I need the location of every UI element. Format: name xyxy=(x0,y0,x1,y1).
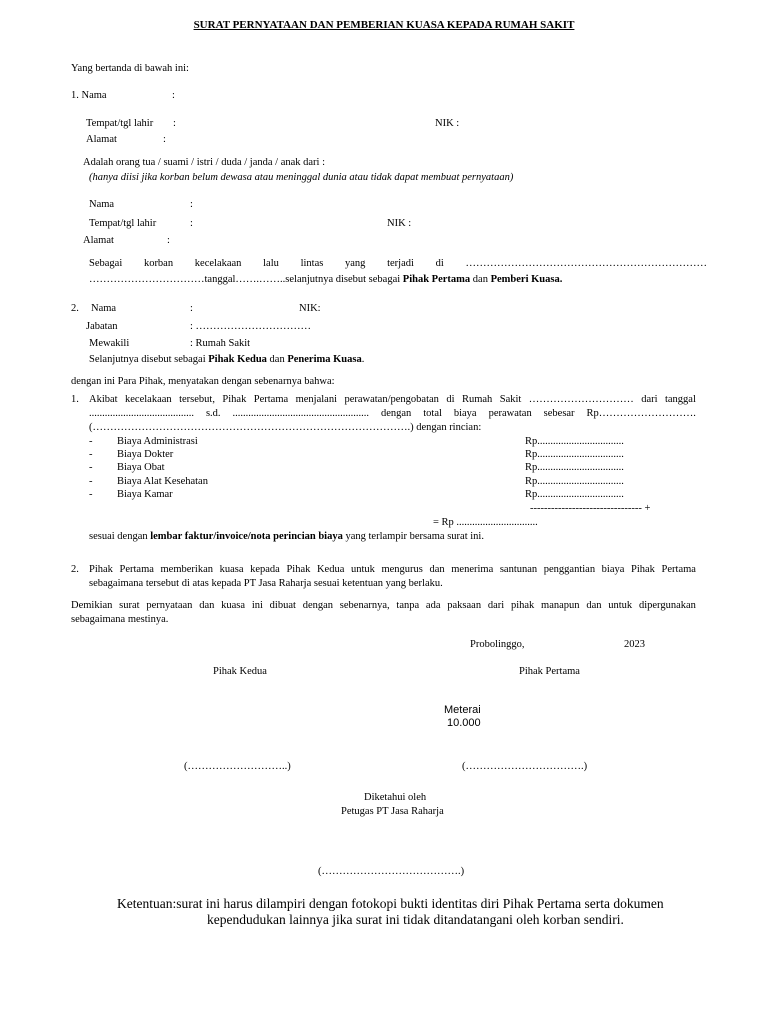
signature-line-bottom: (………………………………….) xyxy=(318,866,465,877)
selanjutnya-text: Selanjutnya disebut sebagai xyxy=(89,354,209,365)
p1-alamat-label: Alamat xyxy=(86,134,117,145)
p2-jabatan-value: : …………………………… xyxy=(190,321,312,332)
p1-ttl-colon: : xyxy=(173,118,176,129)
word: memberikan xyxy=(160,564,213,575)
dan-text: dan xyxy=(266,354,288,365)
cost-rp-dokter: Rp................................. xyxy=(525,449,624,460)
sebagai-text: ……………………………tanggal…….……..selanjutnya disebut sebagai xyxy=(89,274,403,285)
p1-nama-colon: : xyxy=(172,90,175,101)
sesuai-post: yang terlampir bersama surat ini. xyxy=(342,531,484,542)
ketentuan-line2: kependudukan lainnya jika surat ini tidak ditandatangani oleh korban sendiri. xyxy=(207,912,624,927)
word: santunan xyxy=(499,564,538,575)
word: untuk xyxy=(350,564,375,575)
word: Pertama xyxy=(253,394,289,405)
word: tersebut, xyxy=(179,394,215,405)
word: tanggal xyxy=(664,394,696,405)
word: dan xyxy=(199,600,215,611)
word: penggantian xyxy=(543,564,596,575)
word: biaya xyxy=(453,408,477,419)
word: Sebagai xyxy=(89,258,123,269)
word: sebesar xyxy=(543,408,575,419)
p1-alamat2-colon: : xyxy=(167,235,170,246)
word: terjadi xyxy=(387,258,414,269)
p2-mewakili-value: : Rumah Sakit xyxy=(190,338,251,349)
word: kecelakaan xyxy=(194,258,242,269)
word: mengurus xyxy=(381,564,423,575)
p2-jabatan-label: Jabatan xyxy=(86,321,118,332)
word: lintas xyxy=(300,258,324,269)
sum-line: -------------------------------- + xyxy=(530,503,651,514)
word: Demikian xyxy=(71,600,113,611)
word: lalu xyxy=(263,258,279,269)
word: manapun xyxy=(541,600,580,611)
faktur-bold: lembar faktur/invoice/nota perincian biaya xyxy=(150,531,343,542)
p2-nama-colon: : xyxy=(190,303,193,314)
word: Pihak xyxy=(631,564,655,575)
place-text: Probolinggo, xyxy=(470,639,525,650)
word: dengan xyxy=(380,408,412,419)
cost-dash-0: - xyxy=(89,436,93,447)
word: tanpa xyxy=(396,600,420,611)
word: ada xyxy=(425,600,441,611)
word: perawatan xyxy=(488,408,532,419)
s1-line1 xyxy=(89,393,696,406)
p1-alamat2-label: Alamat xyxy=(83,235,114,246)
word: ini xyxy=(251,600,263,611)
petugas-text: Petugas PT Jasa Raharja xyxy=(341,806,444,817)
cost-dash-4: - xyxy=(89,489,93,500)
p1-ttl2-label: Tempat/tgl lahir xyxy=(89,218,157,229)
word: Akibat xyxy=(89,394,118,405)
p1-sebagai-line2 xyxy=(89,273,562,286)
p2-mewakili-label: Mewakili xyxy=(89,338,130,349)
diketahui-text: Diketahui oleh xyxy=(364,792,427,803)
cost-dash-2: - xyxy=(89,462,93,473)
word: sebenarnya, xyxy=(339,600,390,611)
cost-label-kamar: Biaya Kamar xyxy=(117,489,173,500)
p1-nama2-label: Nama xyxy=(89,199,115,210)
word: Pihak xyxy=(222,394,247,405)
s1-line3: (……………………………………………………………………………….) dengan rincian: xyxy=(89,422,482,433)
p1-alamat-colon: : xyxy=(163,134,166,145)
p1-nik2-label: NIK : xyxy=(387,218,412,229)
word: dan xyxy=(586,600,602,611)
s2-num: 2. xyxy=(71,564,79,575)
cost-label-obat: Biaya Obat xyxy=(117,462,165,473)
word: Kedua xyxy=(316,564,345,575)
word: kepada xyxy=(250,564,280,575)
word: di xyxy=(435,258,444,269)
document-title: SURAT PERNYATAAN DAN PEMBERIAN KUASA KEPADA RUMAH SAKIT xyxy=(193,19,575,31)
cost-label-administrasi: Biaya Administrasi xyxy=(117,436,198,447)
word: .................................................... xyxy=(232,408,369,419)
word: dengan xyxy=(302,600,334,611)
word: menjalani xyxy=(295,394,338,405)
s1-num: 1. xyxy=(71,394,79,405)
meterai-value: 10.000 xyxy=(447,717,481,729)
cost-label-dokter: Biaya Dokter xyxy=(117,449,174,460)
p1-sebagai-line1 xyxy=(89,257,707,270)
word: pihak xyxy=(510,600,535,611)
word: Sakit xyxy=(499,394,522,405)
pihak-kedua-bold: Pihak Kedua xyxy=(208,354,267,365)
p1-adalah-text: Adalah orang tua / suami / istri / duda / janda / anak dari : xyxy=(83,157,326,168)
p1-ttl2-colon: : xyxy=(190,218,193,229)
word: biaya xyxy=(601,564,625,575)
word: Rp………………………. xyxy=(586,408,696,419)
cost-dash-3: - xyxy=(89,476,93,487)
ketentuan-line1: Ketentuan:surat ini harus dilampiri dengan fotokopi bukti identitas diri Pihak Pertama serta dokumen xyxy=(117,896,664,911)
year-text: 2023 xyxy=(624,639,645,650)
cost-rp-alat-kesehatan: Rp................................. xyxy=(525,476,624,487)
word: Pertama xyxy=(119,564,154,575)
p1-note-text: (hanya diisi jika korban belum dewasa atau meninggal dunia atau tidak dapat membuat pernyataan) xyxy=(89,172,514,183)
cost-rp-obat: Rp................................. xyxy=(525,462,624,473)
p1-nama-label: 1. Nama xyxy=(71,90,107,101)
penerima-kuasa-bold: Penerima Kuasa xyxy=(287,354,362,365)
word: …………………………………………………………… xyxy=(465,258,707,269)
p2-num: 2. xyxy=(71,303,79,314)
cost-rp-kamar: Rp................................. xyxy=(525,489,624,500)
s2-line2: sebagaimana tersebut di atas kepada PT Jasa Raharja sesuai ketentuan yang berlaku. xyxy=(89,578,443,589)
word: ........................................ xyxy=(89,408,194,419)
word: kecelakaan xyxy=(125,394,172,405)
word: Pihak xyxy=(89,564,113,575)
word: perawatan/pengobatan xyxy=(344,394,439,405)
word: Pertama xyxy=(661,564,696,575)
period: . xyxy=(361,354,365,365)
word: surat xyxy=(119,600,140,611)
word: pernyataan xyxy=(146,600,193,611)
p1-ttl-label: Tempat/tgl lahir xyxy=(86,118,154,129)
word: dibuat xyxy=(269,600,296,611)
word: Rumah xyxy=(461,394,493,405)
word: dipergunakan xyxy=(638,600,696,611)
dan-text: dan xyxy=(470,274,491,285)
pihak-pertama-signature-label: Pihak Pertama xyxy=(519,666,580,677)
word: dari xyxy=(641,394,658,405)
meterai-label: Meterai xyxy=(444,704,481,716)
word: dari xyxy=(487,600,505,611)
intro-text: Yang bertanda di bawah ini: xyxy=(71,63,189,74)
p2-nama-label: Nama xyxy=(91,303,117,314)
word: kuasa xyxy=(219,564,244,575)
word: untuk xyxy=(608,600,633,611)
word: s.d. xyxy=(205,408,221,419)
word: menerima xyxy=(451,564,494,575)
word: total xyxy=(423,408,442,419)
pihak-pertama-bold: Pihak Pertama xyxy=(402,274,471,285)
p2-nik-label: NIK: xyxy=(299,303,321,314)
word: dan xyxy=(429,564,445,575)
word: ………………………… xyxy=(528,394,634,405)
word: di xyxy=(446,394,455,405)
cost-label-alat-kesehatan: Biaya Alat Kesehatan xyxy=(117,476,208,487)
cost-rp-administrasi: Rp................................. xyxy=(525,436,624,447)
word: kuasa xyxy=(221,600,246,611)
p1-nik-label: NIK : xyxy=(435,118,460,129)
word: Pihak xyxy=(286,564,311,575)
total-line: = Rp ............................... xyxy=(433,517,538,528)
demikian-line2: sebagaimana mestinya. xyxy=(71,614,169,625)
sesuai-pre: sesuai dengan xyxy=(89,531,151,542)
p1-nama2-colon: : xyxy=(190,199,193,210)
word: korban xyxy=(143,258,174,269)
s1-line2 xyxy=(89,407,696,420)
pihak-kedua-signature-label: Pihak Kedua xyxy=(213,666,267,677)
cost-dash-1: - xyxy=(89,449,93,460)
signature-line-right: (…………………………….) xyxy=(462,761,588,772)
word: yang xyxy=(345,258,366,269)
dengan-text: dengan ini Para Pihak, menyatakan dengan sebenarnya bahwa: xyxy=(71,376,335,387)
pemberi-kuasa-bold: Pemberi Kuasa. xyxy=(490,274,563,285)
word: paksaan xyxy=(447,600,482,611)
p2-selanjutnya-line xyxy=(89,353,364,366)
signature-line-left: (………………………..) xyxy=(184,761,291,772)
demikian-line1 xyxy=(71,599,696,612)
s2-line1 xyxy=(89,563,696,576)
sesuai-line xyxy=(89,530,484,543)
